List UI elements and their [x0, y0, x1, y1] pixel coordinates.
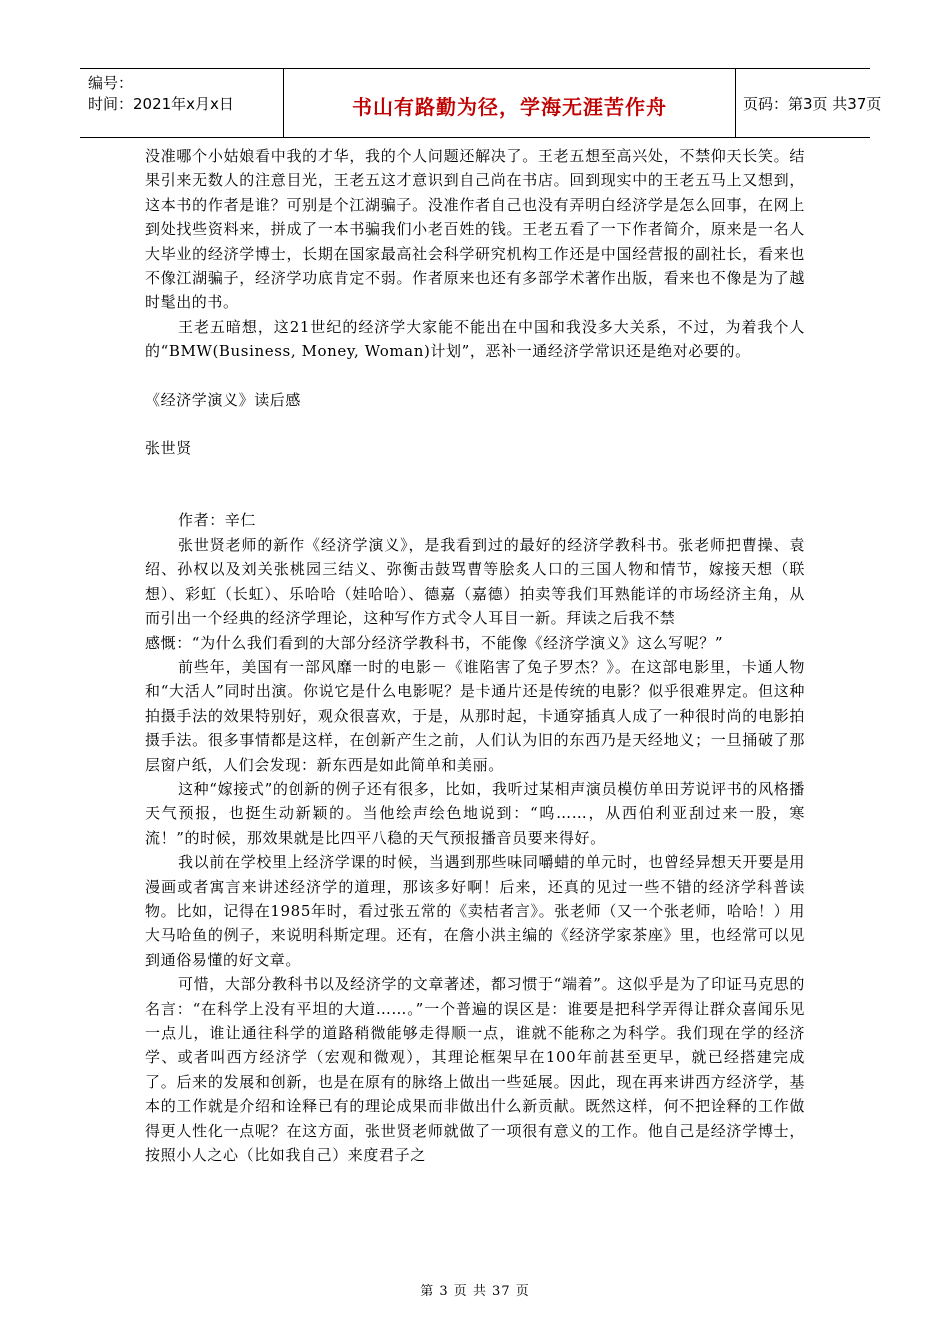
header-page-number: 页码：第3页 共37页 — [743, 95, 882, 113]
paragraph: 王老五暗想，这21世纪的经济学大家能不能出在中国和我没多大关系，不过，为着我个人的“BMW(Business, Money, Woman)计划”，恶补一通经济学常识还是绝对必要的。 — [145, 317, 805, 361]
article-author: 张世贤 — [145, 439, 192, 458]
document-body — [145, 144, 805, 1167]
header-right-cell — [735, 69, 882, 137]
header-left-cell — [80, 69, 283, 137]
byline: 作者：辛仁 — [178, 511, 257, 530]
article-title: 《经济学演义》读后感 — [145, 390, 302, 409]
document-date: 时间：2021年x月x日 — [88, 95, 234, 113]
paragraph: 可惜，大部分教科书以及经济学的文章著述，都习惯于“端着”。这似乎是为了印证马克思的名言：“在科学上没有平坦的大道……。”一个普遍的误区是：谁要是把科学弄得让群众喜闻乐见一点儿，谁让通往科学的道路稍微能够走得顺一点，谁就不能称之为科学。我们现在学的经济学、或者叫西方经济学（宏观和微观），其理论框架早在100年前甚至更早，就已经搭建完成了。后来的发展和创新，也是在原有的脉络上做出一些延展。因此，现在再来讲西方经济学，基本的工作就是介绍和诠释已有的理论成果而非做出什么新贡献。既然这样，何不把诠释的工作做得更人性化一点呢？在这方面，张世贤老师就做了一项很有意义的工作。他自己是经济学博士，按照小人之心（比如我自己）来度君子之 — [145, 975, 805, 1165]
header-middle-cell — [283, 69, 736, 137]
paragraph: 张世贤老师的新作《经济学演义》，是我看到过的最好的经济学教科书。张老师把曹操、袁绍、孙权以及刘关张桃园三结义、弥衡击鼓骂曹等脍炙人口的三国人物和情节，嫁接天想（联想）、彩虹（长虹）、乐哈哈（娃哈哈）、德嘉（嘉德）拍卖等我们耳熟能详的市场经济主角，从而引出一个经典的经济学理论，这种写作方式令人耳目一新。拜读之后我不禁 — [145, 535, 805, 628]
header-motto: 书山有路勤为径，学海无涯苦作舟 — [352, 95, 667, 119]
paragraph: 我以前在学校里上经济学课的时候，当遇到那些味同嚼蜡的单元时，也曾经异想天开要是用漫画或者寓言来讲述经济学的道理，那该多好啊！后来，还真的见过一些不错的经济学科普读物。比如，记得在1985年时，看过张五常的《卖桔者言》。张老师（又一个张老师，哈哈！）用大马哈鱼的例子，来说明科斯定理。还有，在詹小洪主编的《经济学家茶座》里，也经常可以见到通俗易懂的好文章。 — [145, 853, 805, 969]
page-header — [80, 68, 882, 138]
paragraph: 前些年，美国有一部风靡一时的电影－《谁陷害了兔子罗杰？》。在这部电影里，卡通人物和“大活人”同时出演。你说它是什么电影呢？是卡通片还是传统的电影？似乎很难界定。但这种拍摄手法的效果特别好，观众很喜欢，于是，从那时起，卡通穿插真人成了一种很时尚的电影拍摄手法。很多事情都是这样，在创新产生之前，人们认为旧的东西乃是天经地义；一旦捅破了那层窗户纸，人们会发现：新东西是如此简单和美丽。 — [145, 657, 805, 774]
paragraph: 没准哪个小姑娘看中我的才华，我的个人问题还解决了。王老五想至高兴处，不禁仰天长笑。结果引来无数人的注意目光，王老五这才意识到自己尚在书店。回到现实中的王老五马上又想到，这本书的作者是谁？可别是个江湖骗子。没准作者自己也没有弄明白经济学是怎么回事，在网上到处找些资料来，拼成了一本书骗我们小老百姓的钱。王老五看了一下作者简介，原来是一名人大毕业的经济学博士，长期在国家最高社会科学研究机构工作还是中国经营报的副社长，看来也不像江湖骗子，经济学功底肯定不弱。作者原来也还有多部学术著作出版，看来也不像是为了越时髦出的书。 — [145, 147, 805, 312]
document-number-label: 编号： — [88, 74, 134, 92]
page-footer: 第 3 页 共 37 页 — [420, 1284, 530, 1299]
paragraph: 这种“嫁接式”的创新的例子还有很多，比如，我听过某相声演员模仿单田芳说评书的风格播天气预报，也挺生动新颖的。当他绘声绘色地说到：“呜……，从西伯利亚刮过来一股，寒流！”的时候，那效果就是比四平八稳的天气预报播音员要来得好。 — [145, 779, 805, 847]
paragraph: 感慨：“为什么我们看到的大部分经济学教科书，不能像《经济学演义》这么写呢？” — [145, 633, 724, 652]
